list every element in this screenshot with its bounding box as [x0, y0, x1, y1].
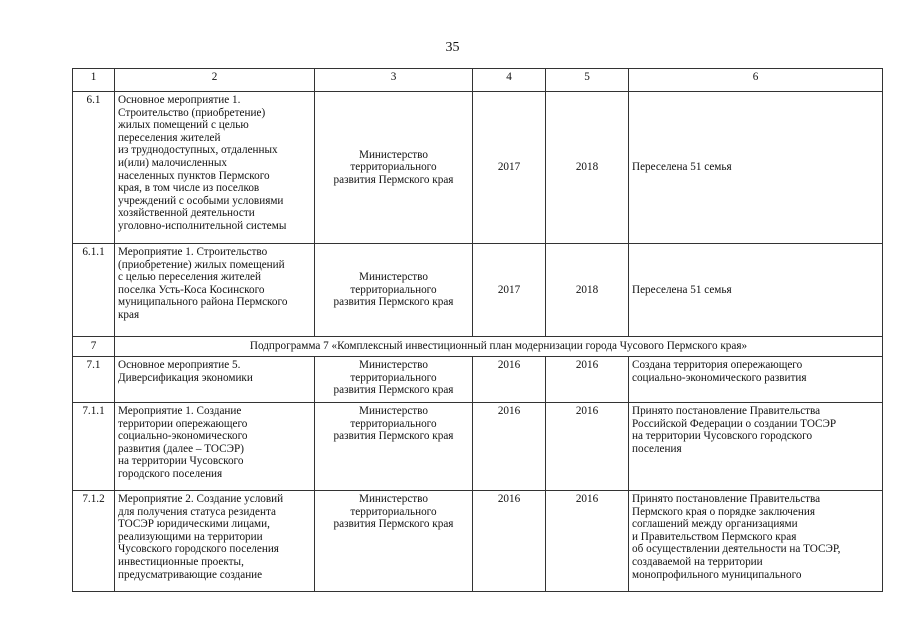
end-year: 2016: [546, 403, 629, 491]
column-number-row: [73, 69, 883, 92]
row-number: 6.1: [73, 92, 115, 244]
activity-name: Мероприятие 1. Строительство (приобретение) жилых помещений с целью переселения жителей поселка Усть-Коса Косинского муниципального района Пермского края: [115, 244, 315, 337]
column-number: 2: [115, 69, 315, 92]
expected-result: Принято постановление Правительства Пермского края о порядке заключения соглашений между организациями и Правительством Пермского края об осуществлении деятельности на ТОСЭР, создаваемой на территории монопрофильного муниципального: [632, 493, 841, 581]
executor: Министерство территориального развития Пермского края: [315, 403, 473, 491]
table-row: [73, 357, 883, 403]
activity-name: Основное мероприятие 5. Диверсификация экономики: [115, 357, 315, 403]
row-number: 7.1.2: [73, 491, 115, 592]
row-number: 6.1.1: [73, 244, 115, 337]
row-number: 7: [73, 337, 115, 357]
executor: Министерство территориального развития Пермского края: [315, 491, 473, 592]
activity-name-cell: [115, 491, 315, 592]
subprogram-title: Подпрограмма 7 «Комплексный инвестиционный план модернизации города Чусового Пермского края»: [115, 337, 883, 357]
executor: Министерство территориального развития Пермского края: [315, 244, 473, 337]
activity-name: Мероприятие 1. Создание территории опережающего социально-экономического развития (далее – ТОСЭР) на территории Чусовского городского поселения: [115, 403, 315, 491]
row-number: 7.1.1: [73, 403, 115, 491]
column-number: 5: [546, 69, 629, 92]
executor: Министерство территориального развития Пермского края: [315, 357, 473, 403]
table-row: [73, 92, 883, 244]
page-number: 35: [445, 40, 460, 55]
column-number: 1: [73, 69, 115, 92]
row-number: 7.1: [73, 357, 115, 403]
start-year: 2017: [473, 92, 546, 244]
expected-result: Переселена 51 семья: [629, 244, 883, 337]
activity-name: Основное мероприятие 1. Строительство (приобретение) жилых помещений с целью переселения жителей из труднодоступных, отдаленных и(или) малочисленных населенных пунктов Пермского края, в том числе из поселков учреждений с особыми условиями хозяйственной деятельности уголовно-исполнительной системы: [115, 92, 315, 244]
column-number: 3: [315, 69, 473, 92]
subprogram-row: [73, 337, 883, 357]
start-year: 2016: [473, 403, 546, 491]
activity-name: Мероприятие 2. Создание условий для получения статуса резидента ТОСЭР юридическими лицами, реализующими на территории Чусовского городского поселения инвестиционные проекты, предусматривающие создание: [118, 493, 284, 581]
expected-result-cell: [629, 491, 883, 592]
expected-result: Переселена 51 семья: [629, 92, 883, 244]
table-row: [73, 244, 883, 337]
table-row: [73, 403, 883, 491]
expected-result: Создана территория опережающего социально-экономического развития: [629, 357, 883, 403]
start-year: 2017: [473, 244, 546, 337]
column-number: 6: [629, 69, 883, 92]
activities-table: [72, 68, 883, 592]
executor: Министерство территориального развития Пермского края: [315, 92, 473, 244]
end-year: 2018: [546, 244, 629, 337]
column-number: 4: [473, 69, 546, 92]
start-year: 2016: [473, 357, 546, 403]
start-year: 2016: [473, 491, 546, 592]
end-year: 2018: [546, 92, 629, 244]
table-row: [73, 491, 883, 592]
end-year: 2016: [546, 491, 629, 592]
end-year: 2016: [546, 357, 629, 403]
expected-result: Принято постановление Правительства Российской Федерации о создании ТОСЭР на территории Чусовского городского поселения: [629, 403, 883, 491]
